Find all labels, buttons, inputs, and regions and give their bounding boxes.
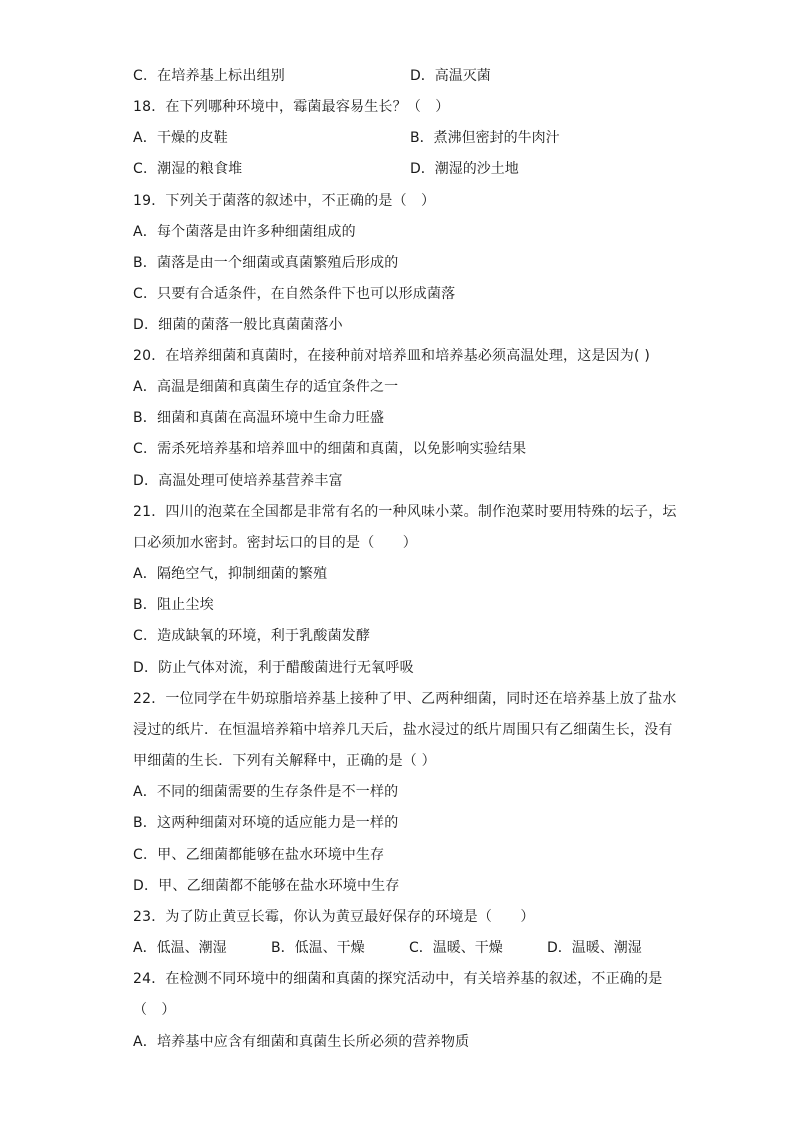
q20-option-d: D．高温处理可使培养基营养丰富	[133, 473, 343, 489]
q21-stem-line1: 21．四川的泡菜在全国都是非常有名的一种风味小菜。制作泡菜时要用特殊的坛子，坛	[133, 504, 677, 520]
q17-option-d: D．高温灭菌	[410, 68, 491, 84]
q22-stem-line3: 甲细菌的生长．下列有关解释中，正确的是（ ）	[133, 753, 436, 769]
q21-stem-line2: 口必须加水密封。密封坛口的目的是（ ）	[133, 535, 417, 551]
q22-option-d: D．甲、乙细菌都不能够在盐水环境中生存	[133, 878, 400, 894]
q23-option-c: C．温暖、干燥	[409, 940, 503, 956]
q18-stem: 18．在下列哪种环境中，霉菌最容易生长？（ ）	[133, 99, 450, 115]
q18-option-c: C．潮湿的粮食堆	[133, 161, 243, 177]
q18-option-a: A．干燥的皮鞋	[133, 130, 228, 146]
q18-option-d: D．潮湿的沙土地	[410, 161, 519, 177]
q21-option-a: A．隔绝空气，抑制细菌的繁殖	[133, 566, 328, 582]
q23-option-b: B．低温、干燥	[271, 940, 365, 956]
q20-option-a: A．高温是细菌和真菌生存的适宜条件之一	[133, 379, 399, 395]
q20-stem: 20．在培养细菌和真菌时，在接种前对培养皿和培养基必须高温处理，这是因为( )	[133, 348, 650, 364]
q23-option-d: D．温暖、潮湿	[547, 940, 642, 956]
q21-option-d: D．防止气体对流，利于醋酸菌进行无氧呼吸	[133, 660, 414, 676]
q20-option-b: B．细菌和真菌在高温环境中生命力旺盛	[133, 410, 385, 426]
q19-stem: 19．下列关于菌落的叙述中，不正确的是（ ）	[133, 193, 436, 209]
q22-option-b: B．这两种细菌对环境的适应能力是一样的	[133, 815, 399, 831]
q19-option-c: C．只要有合适条件，在自然条件下也可以形成菌落	[133, 286, 456, 302]
q22-stem-line2: 浸过的纸片．在恒温培养箱中培养几天后，盐水浸过的纸片周围只有乙细菌生长，没有	[133, 722, 673, 738]
q18-option-b: B．煮沸但密封的牛肉汁	[410, 130, 560, 146]
q19-option-d: D．细菌的菌落一般比真菌菌落小	[133, 317, 343, 333]
q21-option-b: B．阻止尘埃	[133, 597, 214, 613]
q19-option-b: B．菌落是由一个细菌或真菌繁殖后形成的	[133, 255, 399, 271]
q21-option-c: C．造成缺氧的环境，利于乳酸菌发酵	[133, 628, 371, 644]
q17-option-c: C．在培养基上标出组别	[133, 68, 285, 84]
q24-option-a: A．培养基中应含有细菌和真菌生长所必须的营养物质	[133, 1034, 470, 1050]
q22-option-c: C．甲、乙细菌都能够在盐水环境中生存	[133, 847, 385, 863]
q22-stem-line1: 22．一位同学在牛奶琼脂培养基上接种了甲、乙两种细菌，同时还在培养基上放了盐水	[133, 691, 677, 707]
q19-option-a: A．每个菌落是由许多种细菌组成的	[133, 224, 356, 240]
q24-stem-line2: （ ）	[133, 1002, 176, 1018]
q23-options-row	[133, 938, 673, 958]
q23-option-a: A．低温、潮湿	[133, 940, 227, 956]
q23-stem: 23．为了防止黄豆长霉，你认为黄豆最好保存的环境是（ ）	[133, 909, 535, 925]
q22-option-a: A．不同的细菌需要的生存条件是不一样的	[133, 784, 399, 800]
q20-option-c: C．需杀死培养基和培养皿中的细菌和真菌，以免影响实验结果	[133, 441, 527, 457]
q24-stem-line1: 24．在检测不同环境中的细菌和真菌的探究活动中，有关培养基的叙述，不正确的是	[133, 971, 663, 987]
